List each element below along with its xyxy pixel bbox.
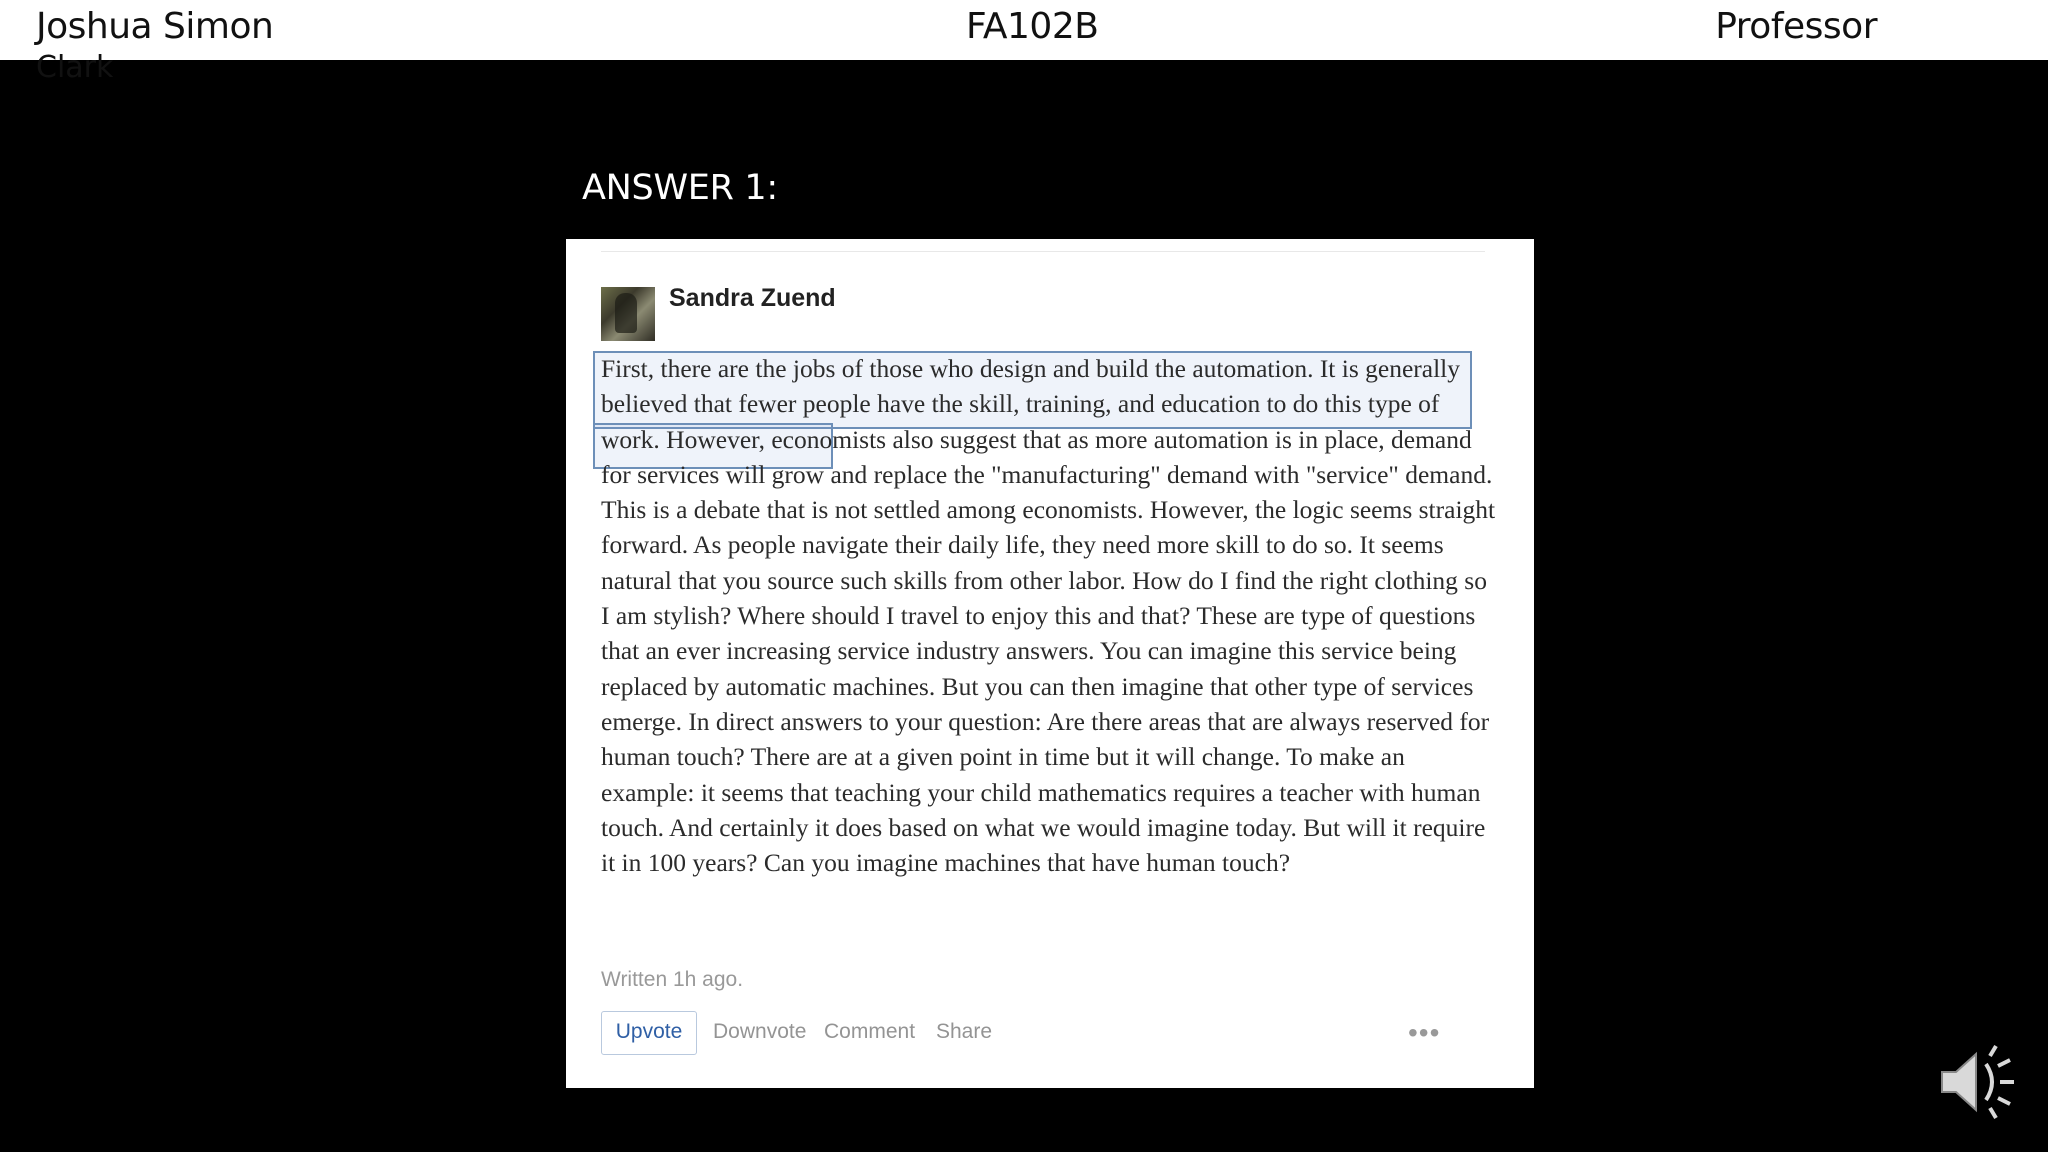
presenter-name: Joshua Simon (36, 6, 274, 47)
speaker-volume-icon[interactable] (1938, 1042, 2018, 1122)
slide-header (0, 0, 2048, 85)
timestamp: Written 1h ago. (601, 968, 744, 991)
presenter-name-overflow: Clark (36, 50, 114, 85)
share-button[interactable]: Share (936, 1020, 993, 1043)
more-options-icon[interactable]: ••• (1408, 1017, 1441, 1048)
comment-button[interactable]: Comment (824, 1020, 916, 1043)
course-code: FA102B (966, 6, 1099, 47)
presenter-role: Professor (1715, 6, 1877, 47)
answer-body (601, 351, 1501, 880)
user-avatar[interactable] (601, 287, 655, 341)
answer-body-rest: However, economists also suggest that as more automation is in place, demand for services will grow and replace the "manufacturing" demand with "service" demand. This is a debate that is not settled among economists. However, the logic seems straight forward. As people navigate their daily life, they need more skill to do so. It seems natural that you source such skills from other labor. How do I find the right clothing so I am stylish? Where should I travel to enjoy this and that? These are type of questions that an ever increasing service industry answers. You can imagine this service being replaced by automatic machines. But you can then imagine that other type of services emerge. In direct answers to your question: Are there areas that are always reserved for human touch? There are at a given point in time but it will change. To make an example: it seems that teaching your child mathematics requires a teacher with human touch. And certainly it does based on what we would imagine today. But will it require it in 100 years? Can you imagine machines that have human touch? (601, 424, 1496, 878)
author-name[interactable]: Sandra Zuend (669, 284, 836, 312)
answer-card (566, 239, 1534, 1088)
highlighted-sentence: First, there are the jobs of those who design and build the automation. It is generally believed that fewer people have the skill, training, and education to do this type of work. (601, 354, 1461, 454)
answer-heading: ANSWER 1: (582, 168, 778, 208)
downvote-button[interactable]: Downvote (713, 1020, 807, 1043)
divider (601, 251, 1485, 252)
upvote-button[interactable]: Upvote (601, 1011, 697, 1055)
